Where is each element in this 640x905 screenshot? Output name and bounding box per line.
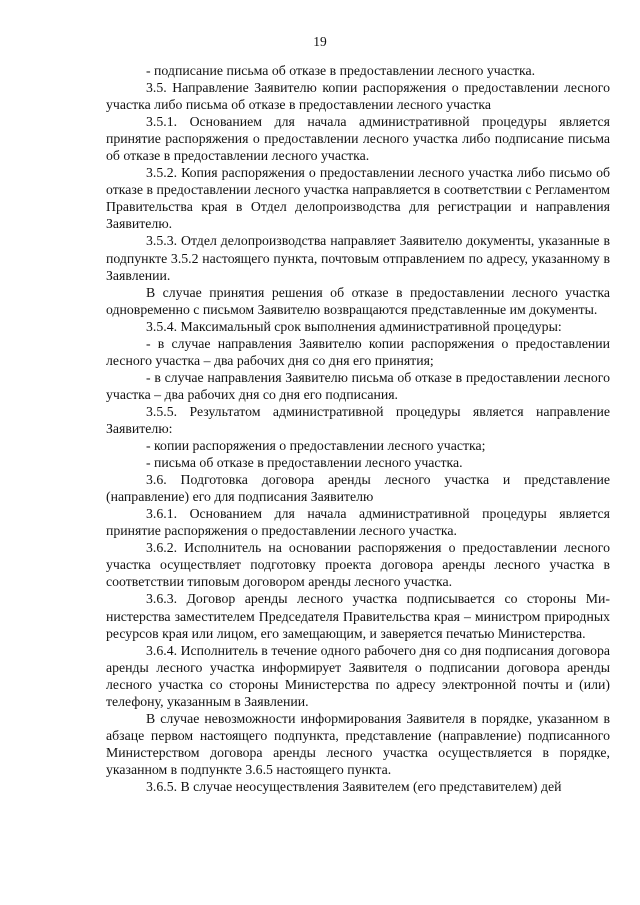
page-number: 19 bbox=[313, 34, 327, 49]
paragraph: - в случае направления Заявителю письма об отказе в предоставлении лесного участка – два рабочих дня со дня его подписания. bbox=[106, 369, 610, 402]
paragraph: 3.6.4. Исполнитель в течение одного рабочего дня со дня подписания договора аренды лесного участка информирует Заявителя о подписании договора аренды лесного участка со стороны Министерства по адресу электронной почты и (или) телефону, указанным в Заявлении. bbox=[106, 642, 610, 709]
paragraph: 3.5.2. Копия распоряжения о предоставлении лесного участка либо письмо об отказе в предоставлении лесного участка направляется в соответствии с Регламентом Правительства края в Отдел делопроизводства для регистрации и направления Заявителю. bbox=[106, 165, 610, 232]
paragraph: 3.6.5. В случае неосуществления Заявителем (его представителем) дей bbox=[146, 778, 562, 794]
paragraph: 3.6.3. Договор аренды лесного участка подписывается со стороны Министерства заместителем Председателя Правительства края – министром природных ресурсов края или лицом, его замещающим, и заверяется печатью Министерства. bbox=[106, 591, 610, 641]
paragraph: 3.5.3. Отдел делопроизводства направляет Заявителю документы, указанные в подпункте 3.5.2 настоящего пункта, почтовым отправлением по адресу, указанному в Заявлении. bbox=[106, 233, 610, 283]
document-body bbox=[106, 62, 610, 795]
paragraph: В случае невозможности информирования Заявителя в порядке, указанном в абзаце первом настоящего подпункта, представление (направление) подписанного Министерством договора аренды лесного участка осуществляется в порядке, указанном в подпункте 3.6.5 настоящего пункта. bbox=[106, 710, 610, 777]
paragraph: 3.5.4. Максимальный срок выполнения административной процедуры: bbox=[146, 318, 562, 334]
paragraph: 3.6.2. Исполнитель на основании распоряжения о предоставлении лесного участка осуществляет подготовку проекта договора аренды лесного участка в соответствии типовым договором аренды лесного участка. bbox=[106, 540, 610, 590]
paragraph: 3.6.1. Основанием для начала административной процедуры является принятие распоряжения о предоставлении лесного участка. bbox=[106, 506, 610, 539]
paragraph: - письма об отказе в предоставлении лесного участка. bbox=[146, 455, 463, 471]
paragraph: 3.5.5. Результатом административной процедуры является направление Заявителю: bbox=[106, 403, 610, 436]
paragraph: 3.5. Направление Заявителю копии распоряжения о предоставлении лесного участка либо письма об отказе в предоставлении лесного участка bbox=[106, 80, 610, 113]
paragraph: 3.6. Подготовка договора аренды лесного участка и представление (направление) его для подписания Заявителю bbox=[106, 472, 610, 505]
paragraph: - подписание письма об отказе в предоставлении лесного участка. bbox=[146, 63, 536, 78]
paragraph: - копии распоряжения о предоставлении лесного участка; bbox=[146, 438, 486, 454]
paragraph: - в случае направления Заявителю копии распоряжения о предоставлении лесного участка – два рабочих дня со дня его принятия; bbox=[106, 335, 610, 368]
paragraph: В случае принятия решения об отказе в предоставлении лесного участка одновременно с письмом Заявителю возвращаются представленные им документы. bbox=[106, 284, 610, 317]
paragraph: 3.5.1. Основанием для начала административной процедуры является принятие распоряжения о предоставлении лесного участка либо подписание письма об отказе в предоставлении лесного участка. bbox=[106, 114, 610, 164]
